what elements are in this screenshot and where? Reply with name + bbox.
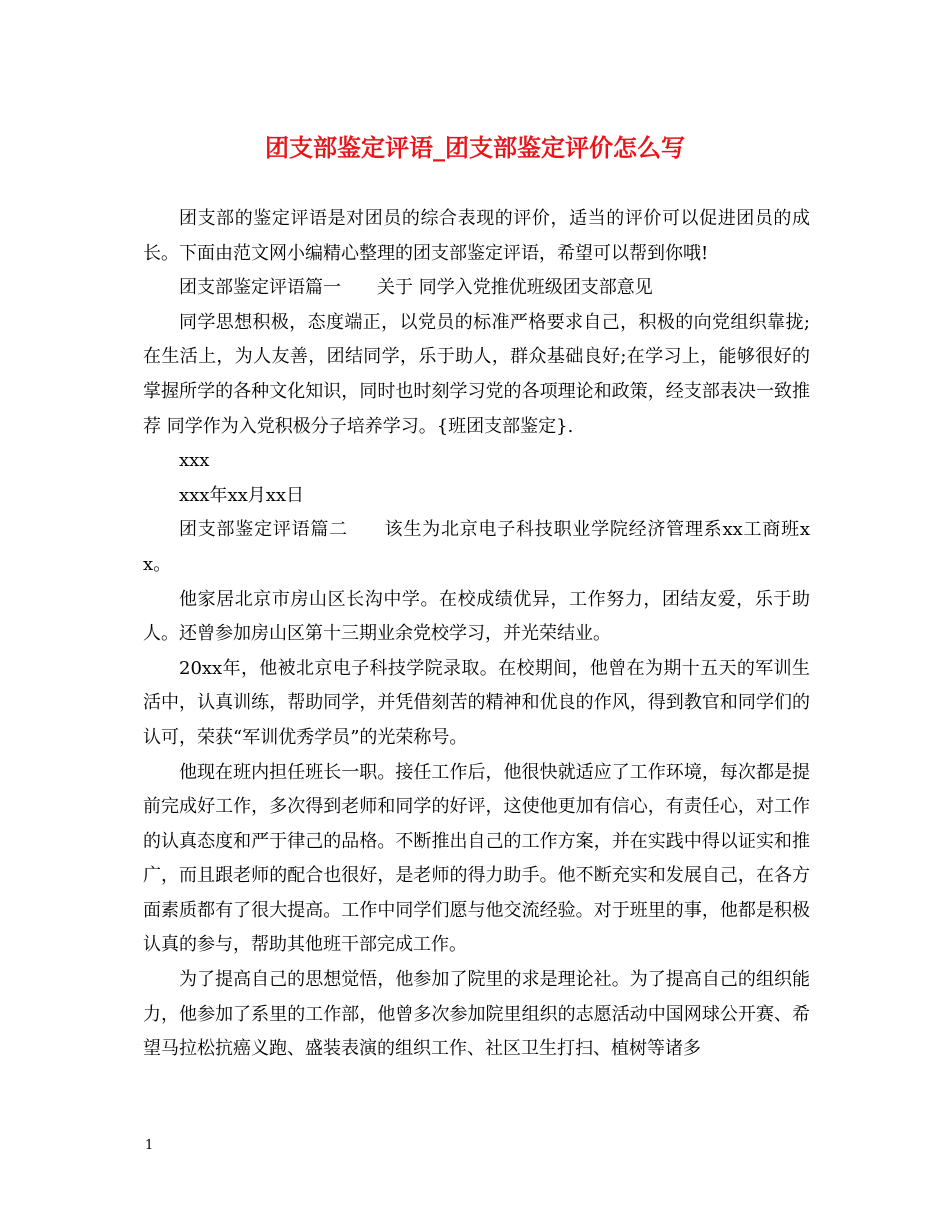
section-heading-2	[143, 513, 810, 582]
section-subject-1: 关于 同学入党推优班级团支部意见	[377, 277, 653, 299]
body-paragraph: 他现在班内担任班长一职。接任工作后，他很快就适应了工作环境，每次都是提前完成好工作，多次得到老师和同学的好评，这使他更加有信心，有责任心，对工作的认真态度和严于律己的品格。不断推出自己的工作方案，并在实践中得以证实和推广，而且跟老师的配合也很好，是老师的得力助手。他不断充实和发展自己，在各方面素质都有了很大提高。工作中同学们愿与他交流经验。对于班里的事，他都是积极认真的参与，帮助其他班干部完成工作。	[143, 761, 810, 956]
body-paragraph: 为了提高自己的思想觉悟，他参加了院里的求是理论社。为了提高自己的组织能力，他参加了系里的工作部，他曾多次参加院里组织的志愿活动中国网球公开赛、希望马拉松抗癌义跑、盛装表演的组织工作、社区卫生打扫、植树等诸多	[143, 969, 810, 1060]
page-number: 1	[145, 1138, 154, 1153]
body-paragraph: 他家居北京市房山区长沟中学。在校成绩优异，工作努力，团结友爱，乐于助人。还曾参加房山区第十三期业余党校学习，并光荣结业。	[143, 588, 810, 645]
signature-line: xxx	[179, 450, 210, 472]
section-label-1: 团支部鉴定评语篇一	[179, 277, 341, 299]
section-label-2: 团支部鉴定评语篇二	[179, 519, 348, 541]
intro-paragraph: 团支部的鉴定评语是对团员的综合表现的评价，适当的评价可以促进团员的成长。下面由范文网小编精心整理的团支部鉴定评语，希望可以帮到你哦!	[143, 208, 810, 264]
body-paragraph: 同学思想积极，态度端正，以党员的标准严格要求自己，积极的向党组织靠拢;在生活上，为人友善，团结同学，乐于助人，群众基础良好;在学习上，能够很好的掌握所学的各种文化知识，同时也时刻学习党的各项理论和政策，经支部表决一致推荐 同学作为入党积极分子培养学习。{班团支部鉴定}.	[143, 311, 810, 437]
section-subject-2: 该生为北京电子科技职业学院经济管理系xx工商班xx。	[143, 519, 811, 575]
body-paragraph: 20xx年，他被北京电子科技学院录取。在校期间，他曾在为期十五天的军训生活中，认真训练，帮助同学，并凭借刻苦的精神和优良的作风，得到教官和同学们的认可，荣获“军训优秀学员”的光荣称号。	[143, 657, 810, 748]
page-title: 团支部鉴定评语_团支部鉴定评价怎么写	[265, 134, 685, 162]
date-line: xxx年xx月xx日	[179, 484, 305, 506]
section-heading-1	[143, 271, 810, 306]
document-body	[143, 202, 810, 1067]
